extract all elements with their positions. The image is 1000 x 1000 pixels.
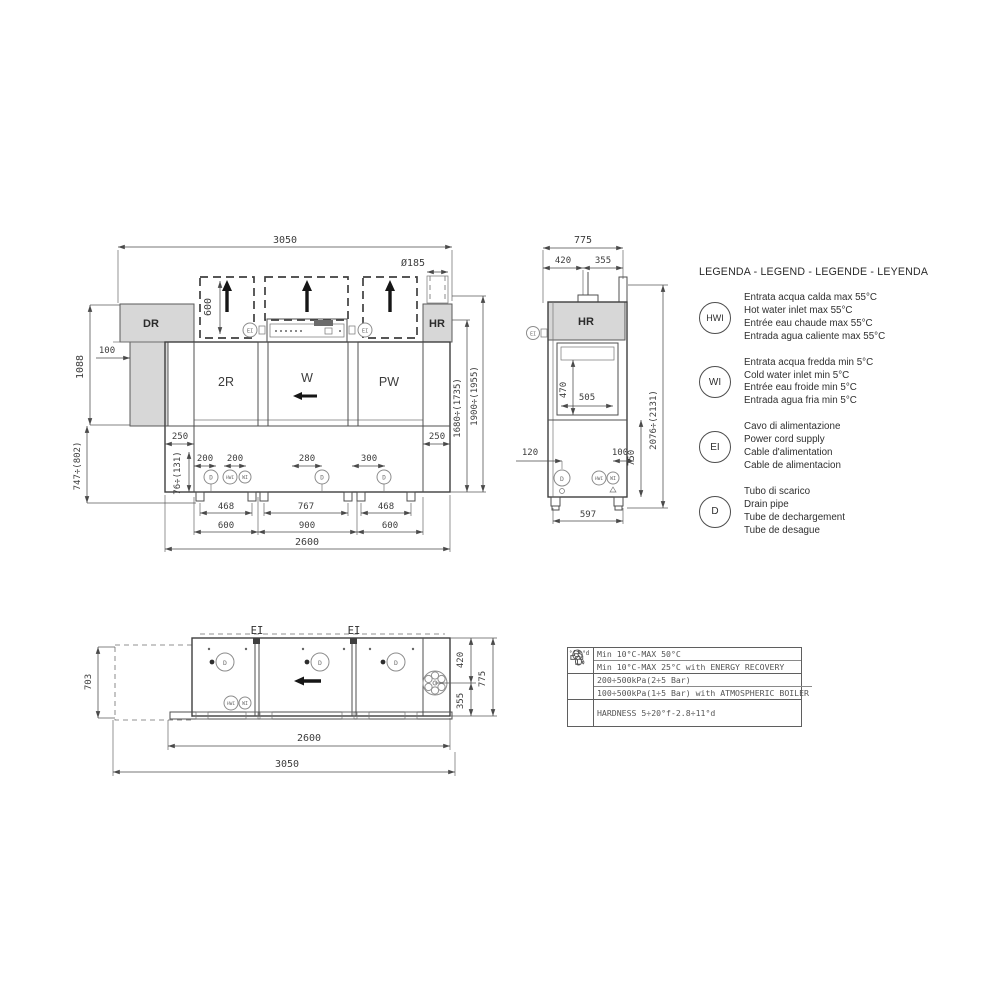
legend-entry-hwi [699, 292, 917, 344]
front-dim-200a: 200 [196, 454, 214, 464]
drain-port-label: D [320, 474, 324, 482]
ei-port-label: EI [246, 328, 254, 335]
side-dim-2076: 2076÷(2131) [649, 390, 659, 450]
side-dim-100: 100 [611, 448, 629, 458]
plan-ei-label: EI [250, 625, 264, 637]
side-dim-505: 505 [578, 393, 596, 403]
dr-label: DR [143, 318, 159, 330]
legend-hwi-text [744, 292, 885, 344]
legend-line: Entrada agua caliente max 55°C [744, 330, 886, 342]
front-dim-200b: 200 [226, 454, 244, 464]
plan-cold-water-port-label: WI [242, 702, 248, 707]
legend-ei-text [744, 421, 841, 473]
spec-row-pressure [568, 674, 809, 700]
plan-ei-label: EI [347, 625, 361, 637]
steam-up-arrow [222, 280, 232, 312]
hwi-symbol: HWI [699, 302, 731, 334]
legend-entry-d [699, 486, 917, 538]
legend-line: Entrata acqua calda max 55°C [744, 292, 877, 303]
side-dim-470: 470 [559, 381, 569, 399]
drain-port-label: D [209, 474, 213, 482]
legend-line: Tube de desague [744, 524, 820, 536]
legend-title: LEGENDA - LEGEND - LEGENDE - LEYENDA [699, 266, 929, 278]
front-dim-drain-height: 76÷(131) [173, 451, 183, 495]
legend-wi-text [744, 357, 873, 409]
front-dim-600a: 600 [217, 521, 235, 531]
plan-dim-420: 420 [456, 651, 466, 669]
steam-up-arrow [385, 280, 395, 312]
legend-line: Entrata acqua fredda min 5°C [744, 356, 874, 368]
d-symbol: D [699, 496, 731, 528]
legend [699, 266, 929, 551]
machine-body [165, 342, 450, 495]
side-dim-750: 750 [627, 449, 637, 467]
cold-water-port-label: WI [242, 476, 248, 481]
plan-dim-703: 703 [84, 673, 94, 691]
steam-up-arrow [302, 280, 312, 312]
ei-symbol: EI [699, 431, 731, 463]
legend-line: Entrée eau froide min 5°C [744, 382, 857, 394]
front-dim-hood-height: 600 [203, 297, 214, 317]
chamber-w-label: W [301, 371, 313, 385]
hardness-d-unit: °d [582, 651, 589, 658]
front-dim-767: 767 [297, 502, 315, 512]
front-dim-250-left: 250 [171, 432, 189, 442]
plan-hot-water-port-label: HWI [226, 702, 236, 707]
spec-temp-line-1: Min 10°C-MAX 50°C [594, 648, 801, 661]
chamber-2r-label: 2R [218, 375, 234, 389]
legend-line: Tubo di scarico [744, 485, 811, 497]
wi-symbol: WI [699, 366, 731, 398]
side-hr-label: HR [578, 316, 594, 328]
legend-line: Hot water inlet max 55°C [744, 304, 853, 316]
legend-line: Cavo di alimentazione [744, 421, 841, 433]
spec-table [567, 647, 809, 727]
side-cold-water-port-label: WI [610, 477, 616, 482]
plan-conveyor-extension [115, 645, 192, 720]
front-dim-100: 100 [98, 346, 116, 356]
hot-water-port-label: HWI [225, 476, 235, 481]
legend-line: Cold water inlet min 5°C [744, 369, 850, 381]
front-dim-300: 300 [360, 454, 378, 464]
side-view [516, 235, 668, 524]
plan-dim-2600: 2600 [296, 733, 322, 744]
front-elevation-view [73, 235, 486, 552]
legend-line: Drain pipe [744, 498, 789, 510]
front-dim-1088: 1088 [75, 354, 86, 380]
control-panel [267, 319, 347, 342]
legend-entry-wi [699, 357, 917, 409]
side-chimney-cap [578, 295, 598, 302]
spec-hardness-line: HARDNESS 5÷20°f-2.8÷11°d [597, 708, 716, 718]
drain-port-label: D [382, 474, 386, 482]
spec-row-temperature [568, 648, 801, 674]
flow-direction-arrow [293, 392, 317, 400]
plan-dim-775: 775 [478, 670, 488, 688]
chamber-pw-label: PW [378, 375, 400, 389]
front-dim-total-width: 3050 [272, 235, 298, 246]
legend-line: Cable de alimentacion [744, 459, 841, 471]
legend-line: Entrada agua fria min 5°C [744, 395, 857, 407]
front-dim-1900: 1900÷(1955) [470, 366, 480, 426]
front-dim-1680: 1680÷(1735) [453, 378, 463, 438]
legend-entry-ei [699, 421, 917, 473]
side-ei-port-label: EI [529, 331, 537, 338]
legend-line: Tube de dechargement [744, 511, 845, 523]
plan-drain-port-label: D [318, 659, 322, 667]
side-chamber [557, 343, 618, 415]
side-duct [619, 277, 627, 302]
side-drain-port-label: D [560, 475, 564, 483]
front-dim-900: 900 [298, 521, 316, 531]
gauge-icon [568, 674, 594, 699]
legend-line: Entrée eau chaude max 55°C [744, 317, 873, 329]
legend-d-text [744, 486, 845, 538]
front-dim-600b: 600 [381, 521, 399, 531]
side-dim-775: 775 [573, 235, 593, 246]
spec-pressure-line-1: 200÷500kPa(2÷5 Bar) [594, 674, 812, 687]
machine-feet [196, 492, 415, 501]
front-dim-chimney: Ø185 [400, 258, 426, 269]
side-dim-420: 420 [554, 256, 572, 266]
control-display [314, 320, 333, 326]
spec-pressure-line-2: 100÷500kPa(1÷5 Bar) with ATMOSPHERIC BOILER [597, 688, 809, 698]
legend-line: Power cord supply [744, 434, 825, 446]
front-dim-base: 2600 [294, 537, 320, 548]
side-dim-120: 120 [521, 448, 539, 458]
plan-drain-port-label: D [223, 659, 227, 667]
drop-icon [568, 651, 594, 726]
hardness-f-unit: °f [568, 651, 576, 658]
front-dim-747: 747÷(802) [73, 441, 83, 491]
plan-flow-arrow [294, 677, 321, 686]
front-dim-468b: 468 [377, 502, 395, 512]
side-dim-597: 597 [579, 510, 597, 520]
dr-column [130, 342, 168, 426]
plan-dim-355: 355 [456, 692, 466, 710]
plan-view [84, 625, 497, 776]
plan-drain-port-label: D [394, 659, 398, 667]
front-dim-280: 280 [298, 454, 316, 464]
side-hot-water-port-label: HWI [594, 477, 604, 482]
side-dim-355: 355 [594, 256, 612, 266]
ei-port-label: EI [361, 328, 369, 335]
legend-line: Cable d'alimentation [744, 447, 833, 459]
spec-temp-line-2: Min 10°C-MAX 25°C with ENERGY RECOVERY [597, 662, 785, 672]
front-dim-250-right: 250 [428, 432, 446, 442]
front-dim-468a: 468 [217, 502, 235, 512]
hr-label: HR [429, 318, 445, 330]
plan-dim-3050: 3050 [274, 759, 300, 770]
